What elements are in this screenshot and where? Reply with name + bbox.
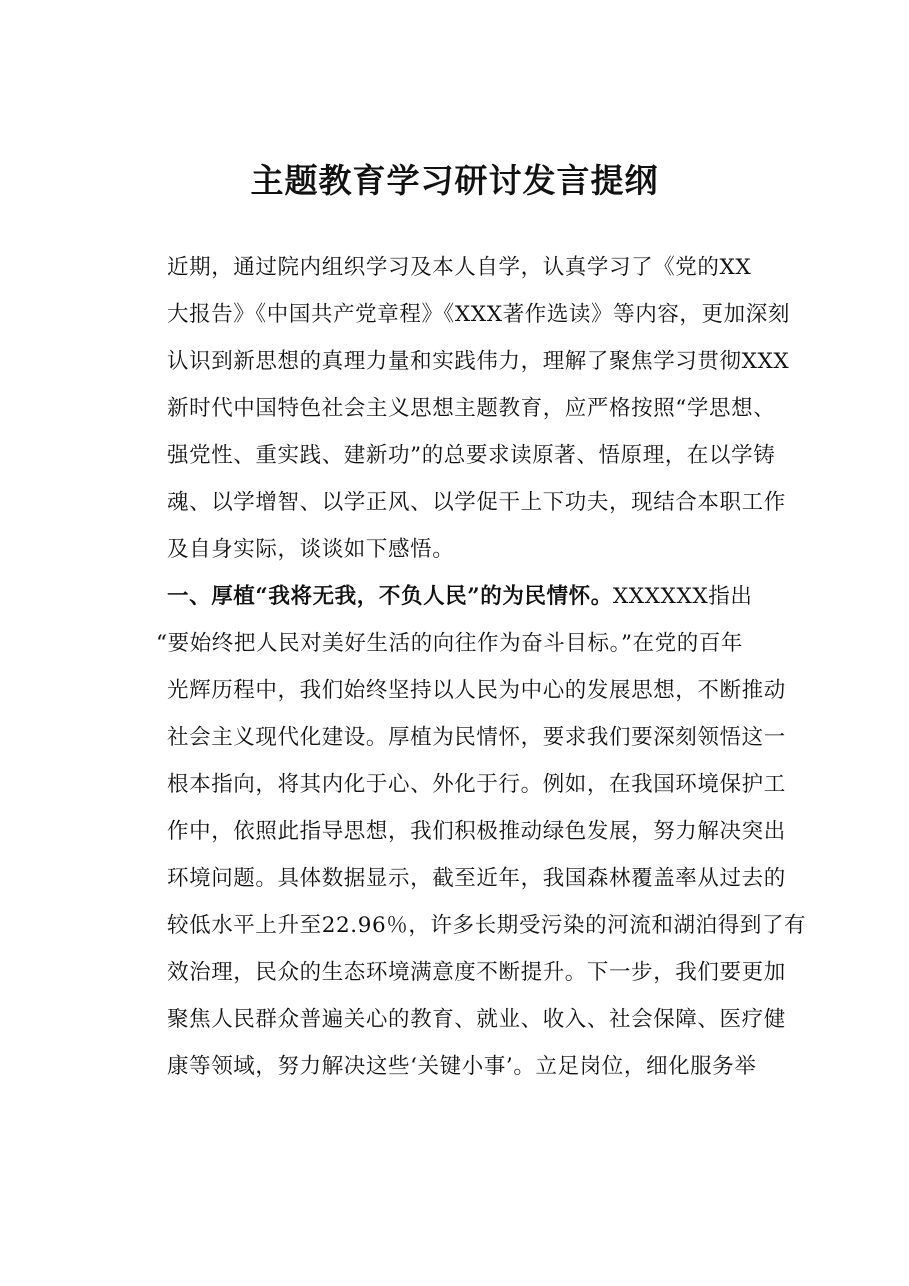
section-first-line [124,573,824,620]
paragraph-line: 强党性、重实践、建新功”的总要求读原著、悟原理，在以学铸 [167,443,776,468]
paragraph-line: 认识到新思想的真理力量和实践伟力，理解了聚焦学习贯彻XXX [167,349,790,374]
paragraph-line: 较低水平上升至22.96％，许多长期受污染的河流和湖泊得到了有 [167,913,807,938]
paragraph-line: 效治理，民众的生态环境满意度不断提升。下一步，我们要更加 [167,960,786,985]
paragraph-line: 聚焦人民群众普遍关心的教育、就业、收入、社会保障、医疗健 [167,1007,786,1032]
paragraph-line: 近期，通过院内组织学习及本人自学，认真学习了《党的XX [167,255,752,280]
paragraph-line: 及自身实际，谈谈如下感悟。 [167,537,455,562]
document-body [124,244,824,1090]
paragraph-line: “要始终把人民对美好生活的向往作为奋斗目标。”在党的百年 [156,631,744,656]
paragraph-line: 新时代中国特色社会主义思想主题教育，应严格按照“学思想、 [167,396,776,421]
paragraph-line: 魂、以学增智、以学正风、以学促干上下功夫，现结合本职工作 [167,490,786,515]
paragraph-line: 作中，依照此指导思想，我们积极推动绿色发展，努力解决突出 [167,819,786,844]
paragraph-section-one [124,573,824,1090]
paragraph-line: 社会主义现代化建设。厚植为民情怀，要求我们要深刻领悟这一 [167,725,786,750]
paragraph-line: 康等领域，努力解决这些‘关键小事’。立足岗位，细化服务举 [167,1054,757,1079]
paragraph-intro [124,244,824,573]
paragraph-line: 环境问题。具体数据显示，截至近年，我国森林覆盖率从过去的 [167,866,786,891]
section-heading-continuation: XXXXXX指出 [612,584,753,609]
document-title: 主题教育学习研讨发言提纲 [250,161,659,200]
section-heading: 一、厚植“我将无我，不负人民”的为民情怀。 [167,584,613,609]
paragraph-line: 光辉历程中，我们始终坚持以人民为中心的发展思想，不断推动 [167,678,786,703]
paragraph-line: 大报告》《中国共产党章程》《XXX著作选读》等内容，更加深刻 [167,302,790,327]
paragraph-line: 根本指向，将其内化于心、外化于行。例如，在我国环境保护工 [167,772,786,797]
